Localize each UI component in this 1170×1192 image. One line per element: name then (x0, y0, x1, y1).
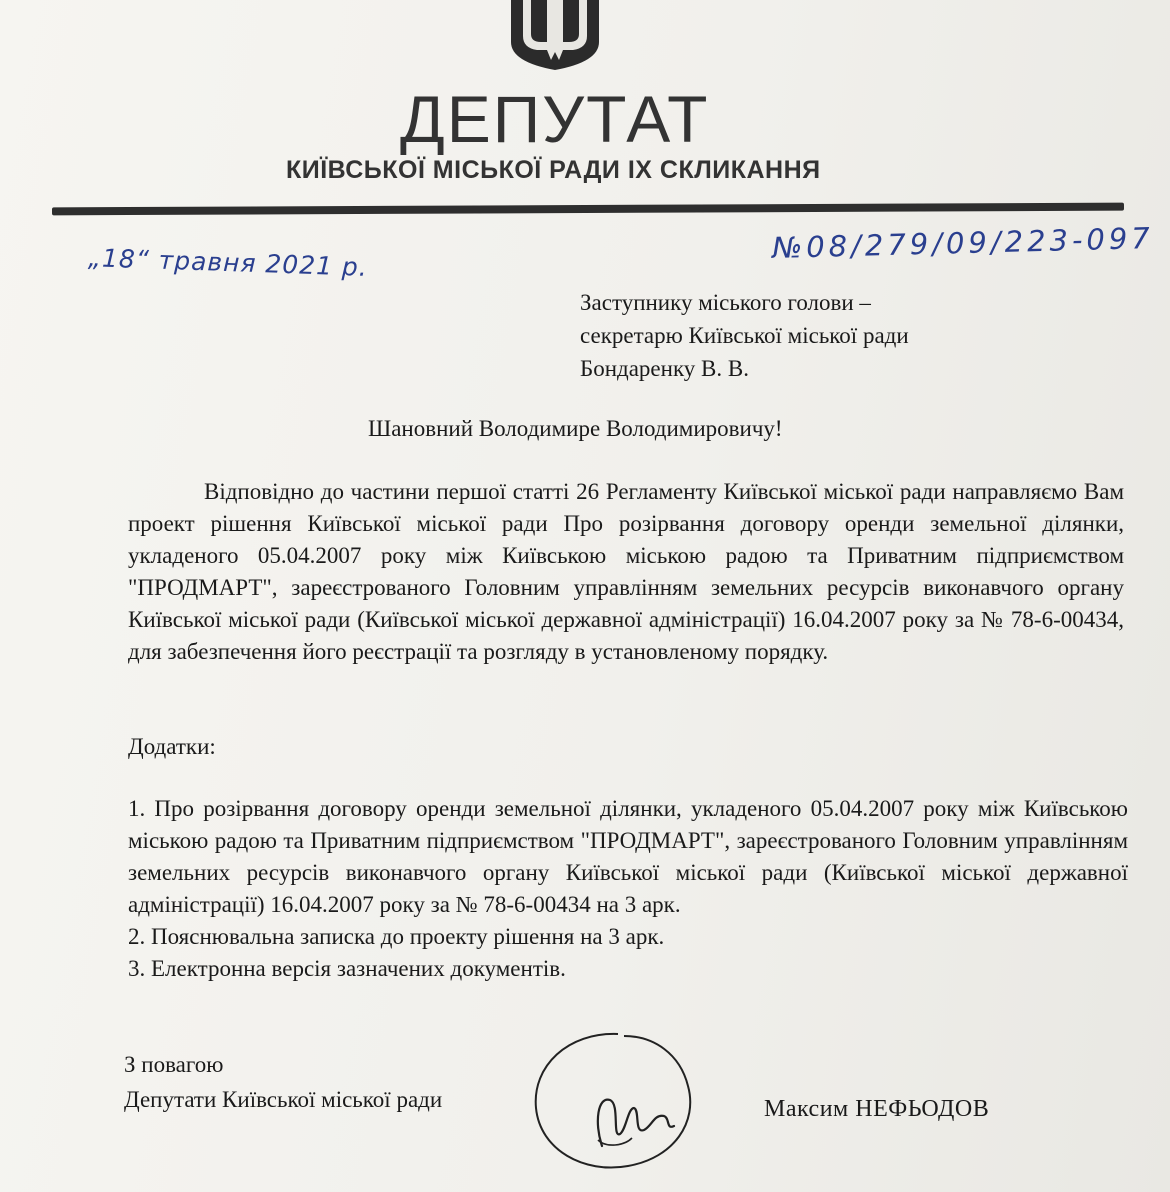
body-paragraph: Відповідно до частини першої статті 26 Регламенту Київської міської ради направляємо Вам проект рішення Київської міської ради Про розірвання договору оренди земельної ділянки, укладеного 05.04.2007 року між Київською міською радою та Приватним підприємством "ПРОДМАРТ", зареєстрованого Головним управлінням земельних ресурсів виконавчого органу Київської міської ради (Київської міської державної адміністрації) 16.04.2007 року за № 78-6-00434, для забезпечення його реєстрації та розгляду в установленому порядку. (128, 479, 1124, 664)
addressee-line: секретарю Київської міської ради (580, 323, 909, 348)
annex-title: Додатки: (128, 734, 216, 759)
handwritten-signature-icon (528, 1026, 700, 1176)
closing-phrase: З повагою (124, 1052, 224, 1077)
handwritten-registration-number: №08/279/09/223-097 (771, 221, 1155, 265)
annex-item: 1. Про розірвання договору оренди земельної ділянки, укладеного 05.04.2007 року між Київською міською радою та Приватним підприємством "ПРОДМАРТ", зареєстрованого Головним управлінням земельних ресурсів виконавчого органу Київської міської ради (Київської міської державної адміністрації) 16.04.2007 року за № 78-6-00434 на 3 арк. (128, 796, 1128, 917)
salutation: Шановний Володимире Володимировичу! (368, 416, 783, 441)
letterhead-subtitle: КИЇВСЬКОЇ МІСЬКОЇ РАДИ IX СКЛИКАННЯ (286, 156, 821, 184)
signatory-name: Максим НЕФЬОДОВ (764, 1096, 990, 1122)
annex-list (128, 793, 1128, 985)
addressee-line: Бондаренку В. В. (580, 356, 749, 381)
signatory-role: Депутати Київської міської ради (124, 1087, 443, 1112)
trident-coat-of-arms-icon (507, 0, 603, 70)
annex-item: 2. Пояснювальна записка до проекту рішення на 3 арк. (128, 924, 665, 949)
letterhead-title: ДЕПУТАТ (400, 82, 710, 156)
letterhead-divider (52, 203, 1124, 216)
addressee-line: Заступнику міського голови – (580, 290, 871, 315)
addressee-block (580, 286, 909, 385)
handwritten-date: „18“ травня 2021 р. (87, 243, 369, 282)
annex-item: 3. Електронна версія зазначених документів. (128, 956, 566, 981)
